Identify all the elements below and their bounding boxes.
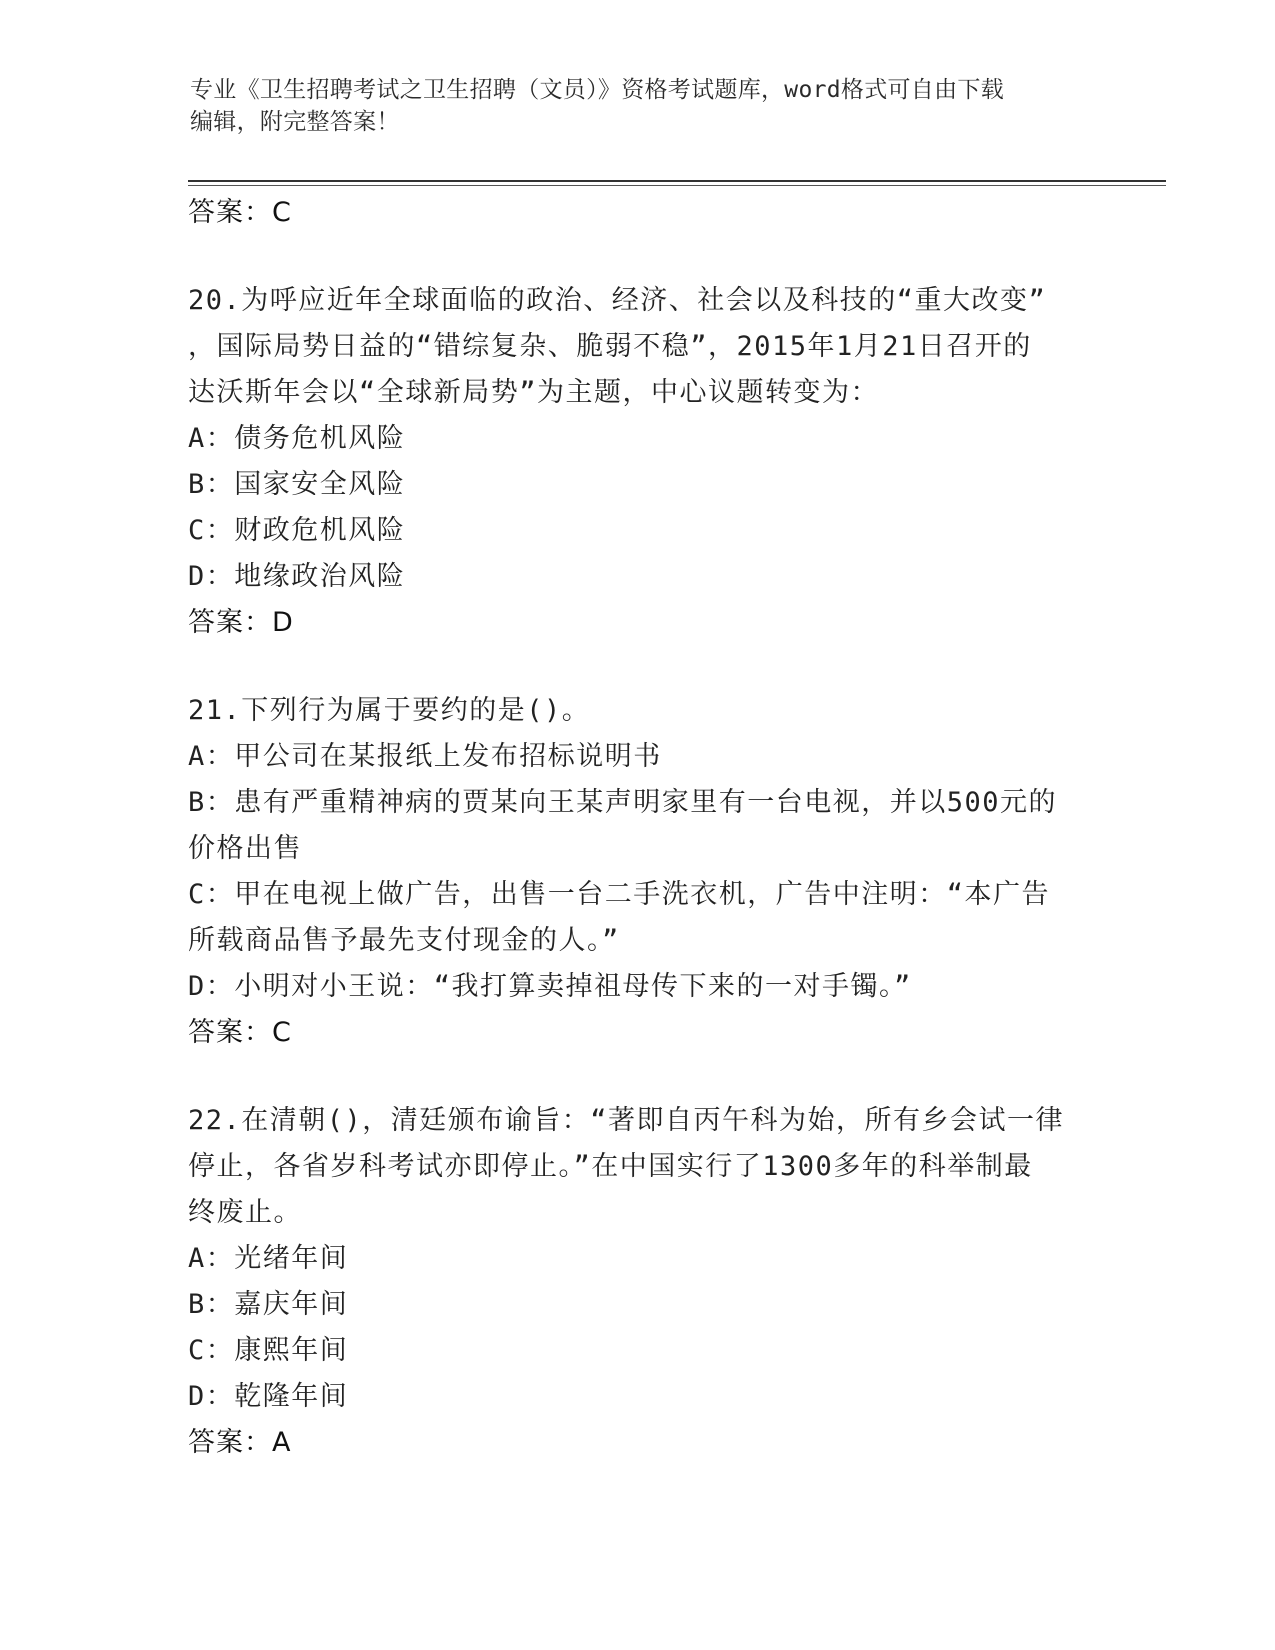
header-rule-thin bbox=[188, 185, 1166, 186]
option-b-continued: 价格出售 bbox=[188, 833, 302, 864]
header-line-2: 编辑，附完整答案！ bbox=[190, 109, 400, 135]
option-c: C：甲在电视上做广告，出售一台二手洗衣机，广告中注明：“本广告 bbox=[188, 879, 1051, 910]
question-text-line: 达沃斯年会以“全球新局势”为主题，中心议题转变为： bbox=[188, 377, 880, 408]
option-c: C：财政危机风险 bbox=[188, 515, 406, 546]
previous-answer: 答案：C bbox=[188, 197, 292, 228]
question-text-line: 停止，各省岁科考试亦即停止。”在中国实行了1300多年的科举制最 bbox=[188, 1151, 1033, 1182]
question-text-line: 21.下列行为属于要约的是()。 bbox=[188, 695, 591, 726]
document-header bbox=[190, 74, 1090, 138]
question-20 bbox=[188, 278, 1088, 646]
question-text-line: ，国际局势日益的“错综复杂、脆弱不稳”，2015年1月21日召开的 bbox=[188, 331, 1032, 362]
question-text-line: 20.为呼应近年全球面临的政治、经济、社会以及科技的“重大改变” bbox=[188, 285, 1047, 316]
option-d: D：乾隆年间 bbox=[188, 1381, 349, 1412]
option-b: B：患有严重精神病的贾某向王某声明家里有一台电视，并以500元的 bbox=[188, 787, 1058, 818]
answer: 答案：D bbox=[188, 607, 294, 638]
answer: 答案：A bbox=[188, 1427, 292, 1458]
question-text-line: 终废止。 bbox=[188, 1197, 302, 1228]
header-line-1: 专业《卫生招聘考试之卫生招聘（文员）》资格考试题库，word格式可自由下载 bbox=[190, 77, 1004, 103]
option-b: B：嘉庆年间 bbox=[188, 1289, 349, 1320]
option-a: A：债务危机风险 bbox=[188, 423, 406, 454]
answer: 答案：C bbox=[188, 1017, 292, 1048]
option-c-continued: 所载商品售予最先支付现金的人。” bbox=[188, 925, 620, 956]
option-a: A：光绪年间 bbox=[188, 1243, 349, 1274]
header-rule-thick bbox=[188, 180, 1166, 182]
option-a: A：甲公司在某报纸上发布招标说明书 bbox=[188, 741, 662, 772]
question-22 bbox=[188, 1098, 1088, 1466]
document-body bbox=[188, 188, 1088, 1466]
question-21 bbox=[188, 688, 1088, 1056]
question-text-line: 22.在清朝()，清廷颁布谕旨：“著即自丙午科为始，所有乡会试一律 bbox=[188, 1105, 1065, 1136]
option-d: D：地缘政治风险 bbox=[188, 561, 406, 592]
option-c: C：康熙年间 bbox=[188, 1335, 349, 1366]
option-b: B：国家安全风险 bbox=[188, 469, 406, 500]
option-d: D：小明对小王说：“我打算卖掉祖母传下来的一对手镯。” bbox=[188, 971, 912, 1002]
